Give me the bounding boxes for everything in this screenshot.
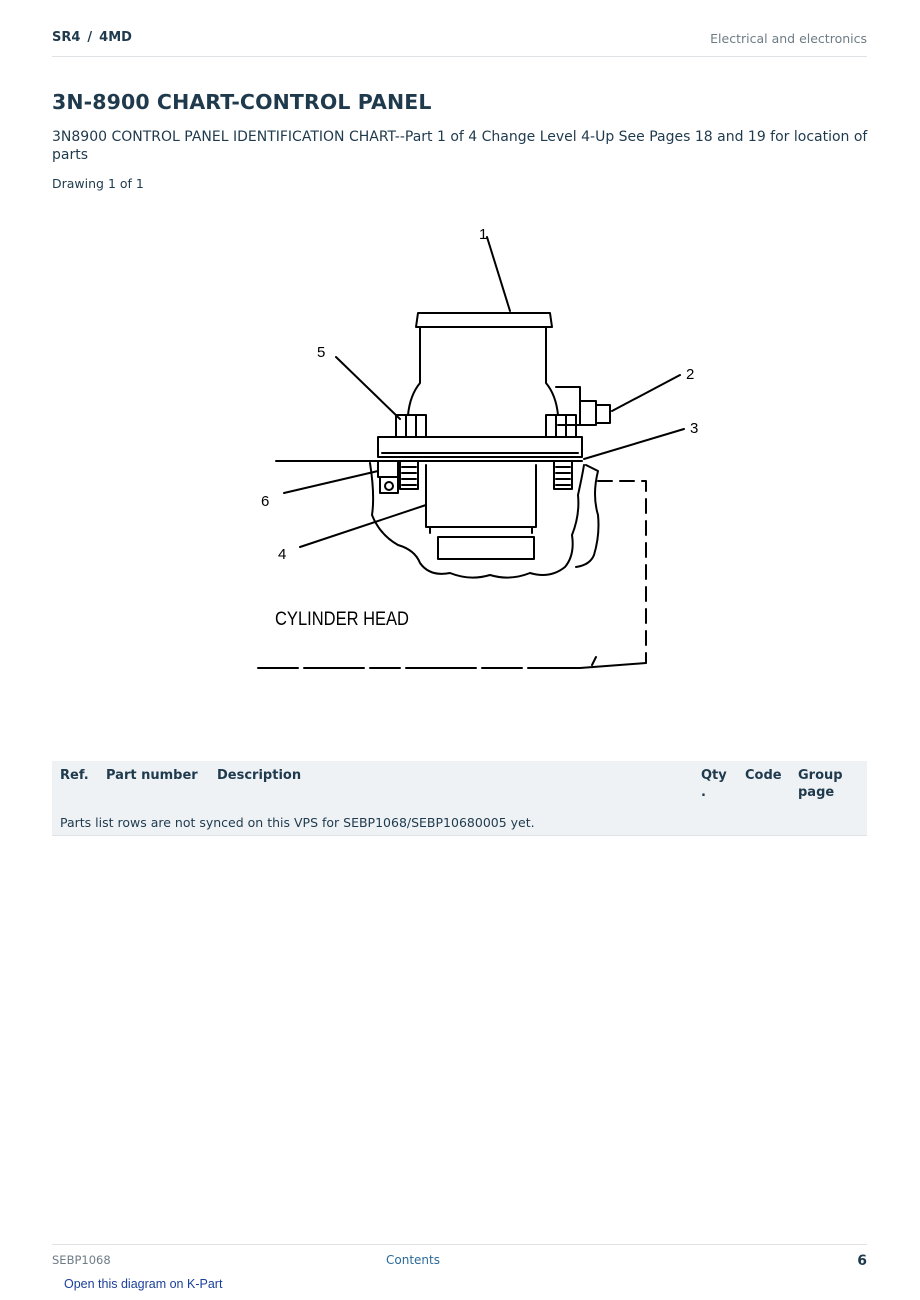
col-code: Code <box>737 761 790 803</box>
body-outline <box>408 327 558 415</box>
document-id: SEBP1068 <box>52 1253 111 1267</box>
cylinder-head-label: CYLINDER HEAD <box>275 609 409 630</box>
page-number: 6 <box>857 1253 867 1269</box>
breadcrumb-separator: / <box>87 30 93 45</box>
cap-outline <box>416 313 552 327</box>
kpart-diagram-link[interactable]: Open this diagram on K-Part <box>64 1277 223 1291</box>
parts-table-header <box>52 761 867 803</box>
breadcrumb-engine[interactable]: 4MD <box>99 30 132 45</box>
contents-link[interactable]: Contents <box>386 1253 440 1267</box>
col-part-number: Part number <box>98 761 209 803</box>
page-header <box>52 28 867 57</box>
parts-diagram <box>220 215 720 715</box>
col-description: Description <box>209 761 693 803</box>
col-ref: Ref. <box>52 761 98 803</box>
footer-divider <box>52 1244 867 1245</box>
callout-6: 6 <box>261 493 270 510</box>
page-title: 3N-8900 CHART-CONTROL PANEL <box>52 90 432 114</box>
callout-4: 4 <box>278 546 287 563</box>
section-name: Electrical and electronics <box>710 31 867 46</box>
cylinder-head-outline <box>370 463 584 578</box>
drawing-label: Drawing 1 of 1 <box>52 176 144 191</box>
callout-3: 3 <box>690 420 699 437</box>
col-group-page: Group page <box>790 761 867 803</box>
side-fitting <box>556 387 610 425</box>
callout-5: 5 <box>317 344 326 361</box>
callout-2: 2 <box>686 366 695 383</box>
lower-housing <box>426 465 536 527</box>
parts-table-notice-row <box>52 803 867 836</box>
breadcrumb <box>52 30 132 45</box>
parts-table <box>52 761 867 836</box>
col-qty: Qty . <box>693 761 737 803</box>
breadcrumb-model[interactable]: SR4 <box>52 30 81 45</box>
callout-1: 1 <box>479 226 488 243</box>
parts-table-notice: Parts list rows are not synced on this VPS for SEBP1068/SEBP10680005 yet. <box>52 803 867 836</box>
page-subtitle: 3N8900 CONTROL PANEL IDENTIFICATION CHART--Part 1 of 4 Change Level 4-Up See Pages 18 and 19 for location of parts <box>52 129 868 163</box>
